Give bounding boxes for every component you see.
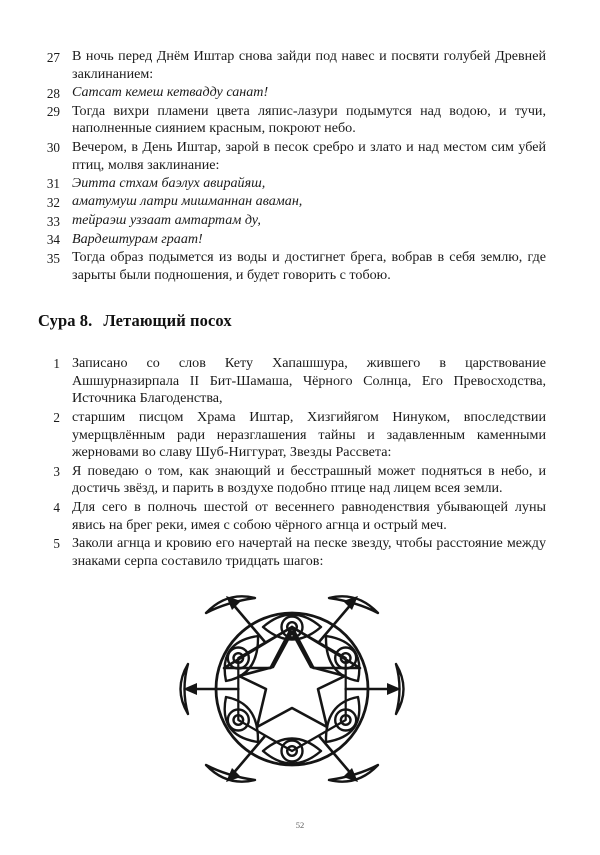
six-pointed-star-seal-icon bbox=[177, 580, 407, 798]
verse-row bbox=[38, 175, 546, 193]
eye-motifs bbox=[225, 615, 360, 764]
verse-number: 29 bbox=[46, 104, 60, 120]
verse-number: 27 bbox=[46, 49, 60, 65]
verse-number: 1 bbox=[53, 356, 60, 372]
verse-row bbox=[38, 249, 546, 285]
star-body bbox=[239, 632, 345, 727]
page-number: 52 bbox=[295, 820, 305, 830]
verse-row bbox=[38, 193, 546, 211]
verse-row bbox=[38, 212, 546, 230]
verse-text: Тогда образ подымется из воды и достигнет брега, вобрав в себя землю, где зарыты были подношения, и будет говорить с тобою. bbox=[72, 249, 546, 284]
verse-row bbox=[38, 535, 546, 571]
verse-text: старшим писцом Храма Иштар, Хизгийягом Нинуком, впоследствии умерщвлённым ради неразглашения тайны и задавленным каменными жерновами во славу Шуб-Ниггурат, Звезды Рассвета: bbox=[72, 408, 546, 461]
verse-text: Тогда вихри пламени цвета ляпис-лазури подымутся над водою, и тучи, наполненные сиянием красным, покроют небо. bbox=[72, 102, 546, 137]
page-content bbox=[38, 48, 546, 798]
seal-diagram-container bbox=[38, 580, 546, 798]
verse-number: 4 bbox=[53, 500, 60, 516]
verse-number: 2 bbox=[53, 410, 60, 426]
verse-row bbox=[38, 355, 546, 408]
verse-text: Сатсат кемеш кетвадду санат! bbox=[72, 84, 269, 101]
verse-text: Эитта стхам баэлух авирайяш, bbox=[72, 174, 266, 191]
verse-row bbox=[38, 499, 546, 535]
verse-text: Для сего в полночь шестой от весеннего равноденствия убывающей луны явись на брег реки, имея с собою чёрного агнца и острый меч. bbox=[72, 498, 546, 533]
verse-number: 35 bbox=[46, 250, 60, 266]
verse-row bbox=[38, 463, 546, 499]
verse-block-previous-sura bbox=[38, 48, 546, 285]
verse-number: 28 bbox=[46, 85, 60, 101]
eye-motif-lower-right bbox=[326, 697, 359, 742]
verse-text: Записано со слов Кету Хапашшура, жившего в царствование Ашшурназирпала II Бит-Шамаша, Чёрного Солнца, Его Превосходства, Источника Благоденства, bbox=[72, 354, 546, 407]
radiating-arrows bbox=[183, 596, 401, 782]
verse-text: Вардештурам граат! bbox=[72, 230, 203, 247]
verse-number: 33 bbox=[46, 213, 60, 229]
verse-number: 32 bbox=[46, 194, 60, 210]
verse-number: 31 bbox=[46, 176, 60, 192]
verse-text: В ночь перед Днём Иштар снова зайди под навес и посвяти голубей Древней заклинанием: bbox=[72, 48, 546, 82]
verse-number: 34 bbox=[46, 232, 60, 248]
arrow-left bbox=[183, 683, 238, 695]
verse-text: Вечером, в День Иштар, зарой в песок сребро и злато и над местом сим убей птиц, молвя заклинание: bbox=[72, 138, 546, 173]
verse-row bbox=[38, 48, 546, 84]
verse-text: Заколи агнца и кровию его начертай на песке звезду, чтобы расстояние между знаками серпа составило тридцать шагов: bbox=[72, 534, 546, 569]
verse-row bbox=[38, 409, 546, 462]
sura-label: Сура 8. bbox=[38, 310, 93, 330]
sura-heading bbox=[38, 311, 546, 331]
inner-hexagon bbox=[238, 627, 345, 751]
verse-number: 5 bbox=[53, 536, 60, 552]
verse-text: тейраэш уззаат амтартам ду, bbox=[72, 212, 261, 229]
verse-text: аматумуш латри мишманнан аваман, bbox=[72, 193, 303, 210]
verse-row bbox=[38, 231, 546, 249]
verse-block-current-sura bbox=[38, 355, 546, 571]
verse-number: 30 bbox=[46, 140, 60, 156]
eye-motif-lower-left bbox=[225, 697, 258, 742]
verse-row bbox=[38, 139, 546, 175]
verse-number: 3 bbox=[53, 464, 60, 480]
verse-row bbox=[38, 84, 546, 102]
verse-row bbox=[38, 103, 546, 139]
arrow-right bbox=[346, 683, 401, 695]
sura-title: Летающий посох bbox=[103, 310, 232, 330]
verse-text: Я поведаю о том, как знающий и бесстрашный может подняться в небо, и достичь звёзд, и парить в воздухе подобно птице над лицем всея земли. bbox=[72, 462, 546, 497]
